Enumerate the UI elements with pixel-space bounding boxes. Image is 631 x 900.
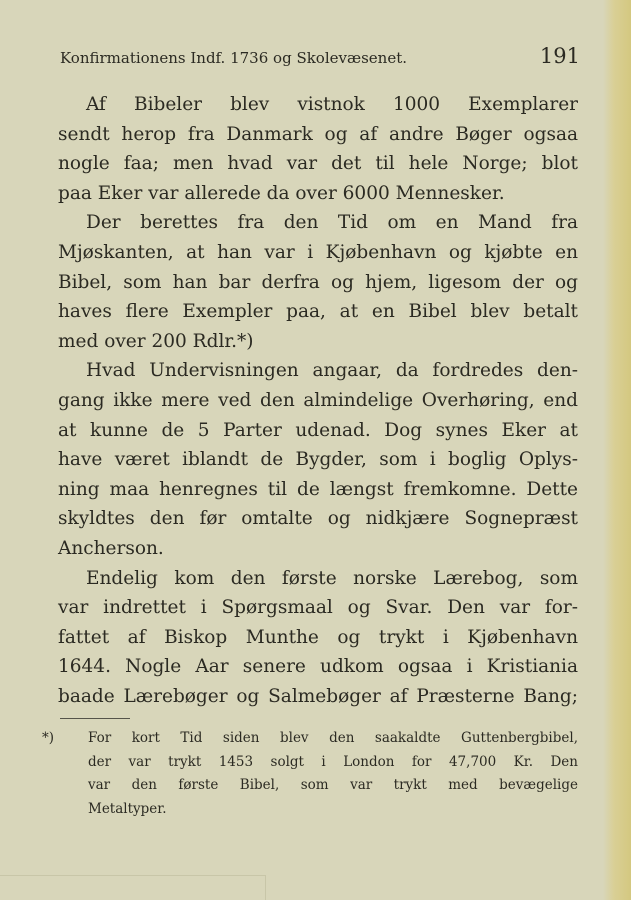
page-number: 191 [539,44,580,68]
text-line: paa Eker var allerede da over 6000 Mennesker. [58,182,505,204]
footnote-line [60,798,578,822]
text-line: baade Lærebøger og Salmebøger af Præsterne Bang; [58,685,578,707]
footnote-line [60,751,578,775]
footnote-text: der var trykt 1453 solgt i London for 47,700 Kr. Den [88,753,578,770]
text-line: Der berettes fra den Tid om en Mand fra [86,212,578,234]
text-line: gang ikke mere ved den almindelige Overhøring, end [58,389,578,411]
page-fold [0,875,266,900]
text-line: skyldtes den før omtalte og nidkjære Sognepræst [58,508,578,530]
text-line: 1644. Nogle Aar senere udkom ogsaa i Kristiania [58,656,578,678]
running-header [60,44,580,68]
text-line: Endelig kom den første norske Lærebog, som [86,567,578,589]
footnote-text: Metaltyper. [88,800,167,817]
footnote-text: For kort Tid siden blev den saakaldte Guttenbergbibel, [88,730,578,746]
text-line: fattet af Biskop Munthe og trykt i Kjøbenhavn [58,626,578,648]
text-line: nogle faa; men hvad var det til hele Norge; blot [58,153,578,175]
text-line: haves flere Exempler paa, at en Bibel blev betalt [58,301,578,323]
footnote-line [60,774,578,798]
text-line: Mjøskanten, at han var i Kjøbenhavn og kjøbte en [58,241,578,263]
text-line: Af Bibeler blev vistnok 1000 Exemplarer [86,94,578,115]
body-text [58,90,578,711]
text-line: Hvad Undervisningen angaar, da fordredes den- [86,360,578,382]
text-line: sendt herop fra Danmark og af andre Bøger ogsaa [58,123,578,145]
text-line: have været iblandt de Bygder, som i boglig Oplys- [58,449,578,471]
footnote-rule [60,718,130,719]
text-line: Bibel, som han bar derfra og hjem, ligesom der og [58,271,578,293]
text-line: ning maa henregnes til de længst fremkomne. Dette [58,478,578,500]
footnote-text: var den første Bibel, som var trykt med bevægelige [88,777,578,793]
text-line: at kunne de 5 Parter udenad. Dog synes Eker at [58,419,578,441]
text-line: Ancherson. [58,537,164,559]
text-line: med over 200 Rdlr.*) [58,330,254,352]
footnote-marker: *) [42,730,55,746]
footnote-line [42,727,578,751]
running-title: Konfirmationens Indf. 1736 og Skolevæsenet. [60,49,407,67]
text-line: var indrettet i Spørgsmaal og Svar. Den var for- [58,597,578,619]
footnote [42,727,578,821]
page-edge [603,0,631,900]
